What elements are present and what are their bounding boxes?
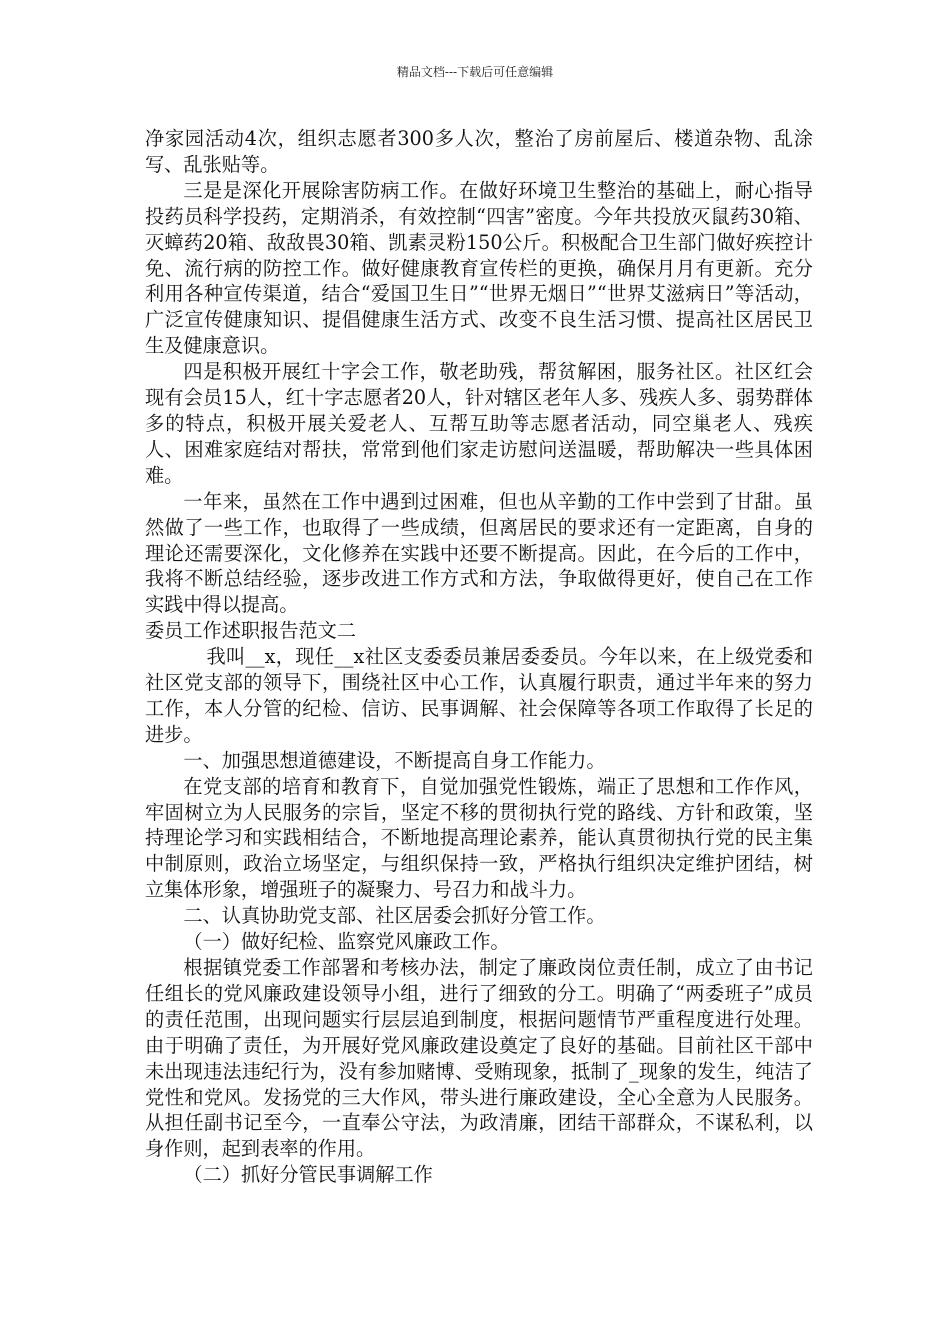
paragraph-red-cross: 四是积极开展红十字会工作，敬老助残，帮贫解困，服务社区。社区红会现有会员15人，红十字志愿者20人，针对辖区老年人多、残疾人多、弱势群体多的特点，积极开展关爱老人、互帮互助等志愿者活动，同空巢老人、残疾人、困难家庭结对帮扶，常常到他们家走访慰问送温暖，帮助解决一些具体困难。 bbox=[145, 360, 813, 487]
subheading-two: （二）抓好分管民事调解工作 bbox=[183, 1163, 433, 1187]
page-header: 精品文档---下载后可任意编辑 bbox=[396, 65, 554, 79]
heading-two: 二、认真协助党支部、社区居委会抓好分管工作。 bbox=[183, 904, 606, 928]
paragraph-summary: 一年来，虽然在工作中遇到过困难，但也从辛勤的工作中尝到了甘甜。虽然做了一些工作，也取得了一些成绩，但离居民的要求还有一定距离，自身的理论还需要深化，文化修养在实践中还要不断提高。因此，在今后的工作中，我将不断总结经验，逐步改进工作方式和方法，争取做得更好，使自己在工作实践中得以提高。 bbox=[145, 489, 813, 617]
paragraph-intro: 我叫__x，现任__x社区支委委员兼居委委员。今年以来，在上级党委和社区党支部的领导下，围绕社区中心工作，认真履行职责，通过半年来的努力工作，本人分管的纪检、信访、民事调解、社会保障等各项工作取得了长足的进步。 bbox=[145, 645, 813, 746]
paragraph-ideology: 在党支部的培育和教育下，自觉加强党性锻炼，端正了思想和工作作风，牢固树立为人民服务的宗旨，坚定不移的贯彻执行党的路线、方针和政策，坚持理论学习和实践相结合，不断地提高理论素养，能认真贯彻执行党的民主集中制原则，政治立场坚定，与组织保持一致，严格执行组织决定维护团结，树立集体形象，增强班子的凝聚力、号召力和战斗力。 bbox=[145, 774, 813, 902]
paragraph-discipline: 根据镇党委工作部署和考核办法，制定了廉政岗位责任制，成立了由书记任组长的党风廉政建设领导小组，进行了细致的分工。明确了“两委班子”成员的责任范围，出现问题实行层层追到制度，根据问题情节严重程度进行处理。由于明确了责任，为开展好党风廉政建设奠定了良好的基础。目前社区干部中未出现违法违纪行为，没有参加赌博、受贿现象，抵制了_现象的发生，纯洁了党性和党风。发扬党的三大作风，带头进行廉政建设，全心全意为人民服务。从担任副书记至今，一直奉公守法，为政清廉，团结干部群众，不谋私利，以身作则，起到表率的作用。 bbox=[145, 956, 813, 1161]
paragraph-continuation: 净家园活动4次，组织志愿者300多人次，整治了房前屋后、楼道杂物、乱涂写、乱张贴等。 bbox=[145, 127, 813, 176]
document-body bbox=[145, 126, 813, 1188]
subheading-one: （一）做好纪检、监察党风廉政工作。 bbox=[183, 930, 510, 954]
heading-one: 一、加强思想道德建设，不断提高自身工作能力。 bbox=[183, 748, 606, 772]
section-title: 委员工作述职报告范文二 bbox=[145, 619, 357, 643]
paragraph-pest-control: 三是是深化开展除害防病工作。在做好环境卫生整治的基础上，耐心指导投药员科学投药，定期消杀，有效控制“四害”密度。今年共投放灭鼠药30箱、灭蟑药20箱、敌敌畏30箱、凯素灵粉150公斤。积极配合卫生部门做好疾控计免、流行病的防控工作。做好健康教育宣传栏的更换，确保月月有更新。充分利用各种宣传渠道，结合“爱国卫生日”“世界无烟日”“世界艾滋病日”等活动，广泛宣传健康知识、提倡健康生活方式、改变不良生活习惯、提高社区居民卫生及健康意识。 bbox=[145, 178, 813, 358]
